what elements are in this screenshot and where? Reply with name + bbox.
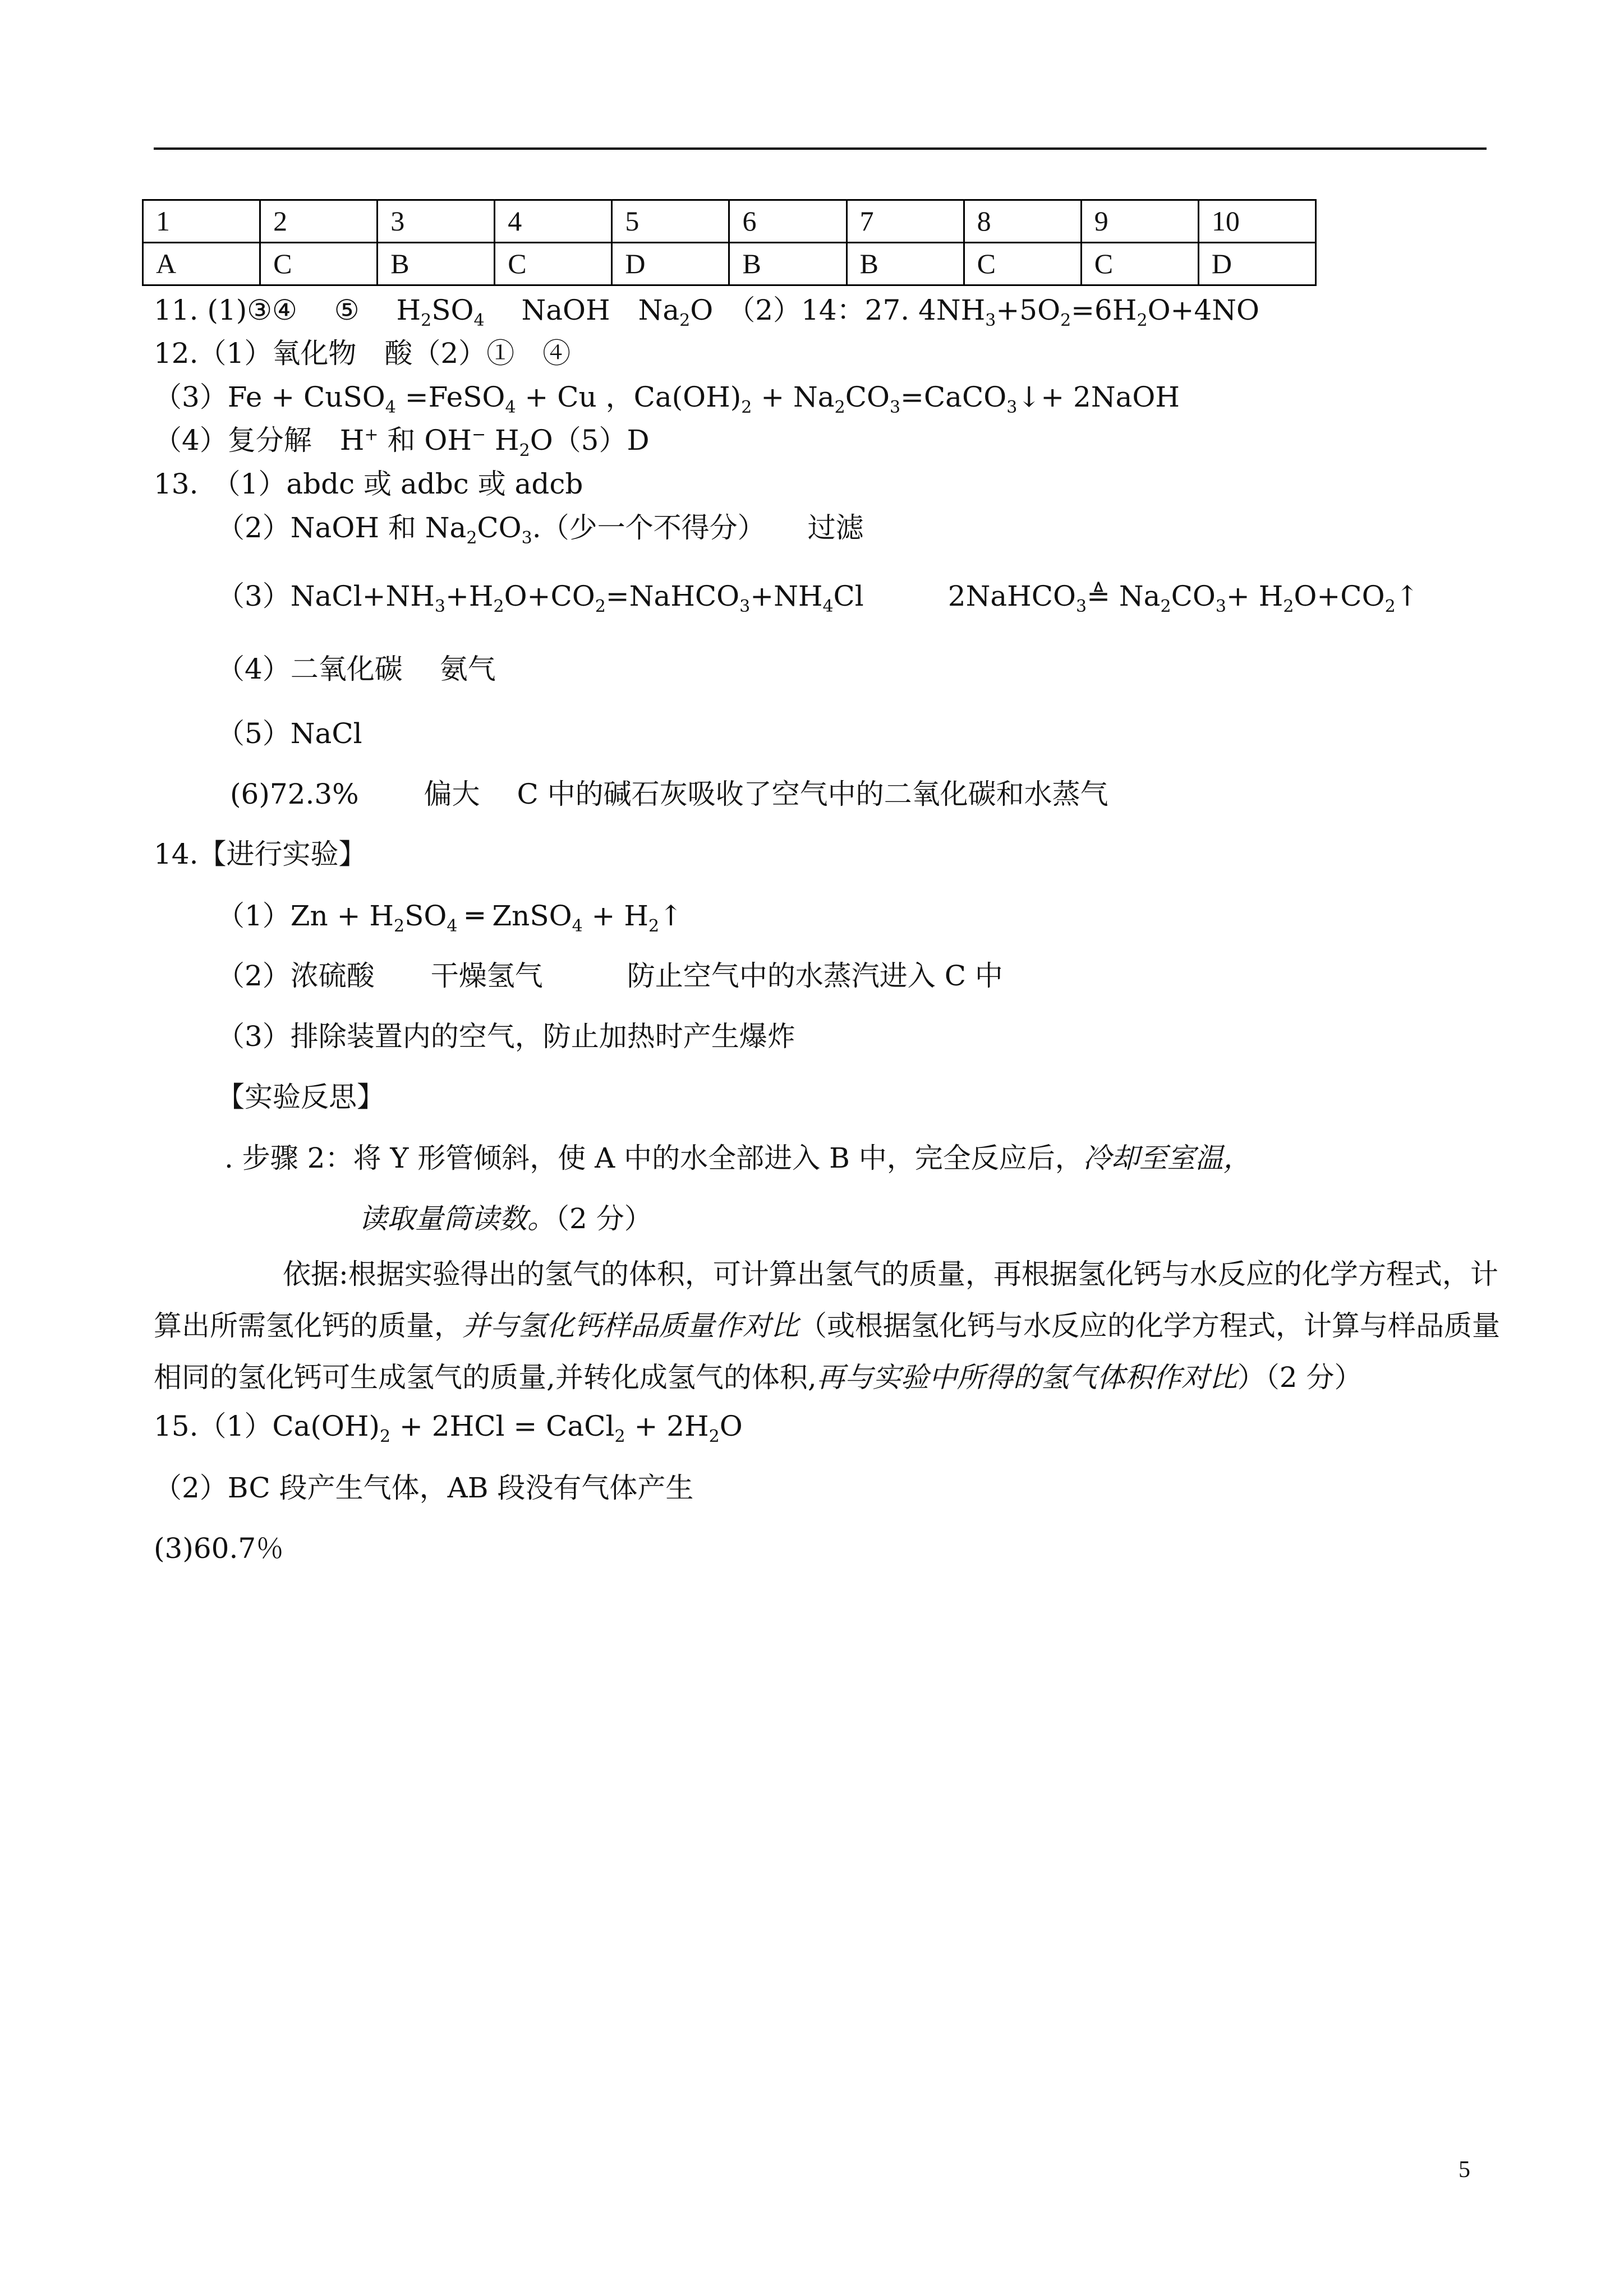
answer-15-line-1: $15.(1)Ca(OH)_2 + 2HCl$ = CaCl$_2$ + $2H_2O$: [154, 1410, 743, 1446]
table-cell: 6: [729, 200, 846, 243]
answer-14-read: 读取量筒读数。（2 分）: [359, 1202, 652, 1235]
table-cell: D: [612, 243, 729, 285]
answer-13-line-3: $(3)NaCl+NH_3+H_2O+CO_2=NaHCO_3+NH_4Cl$ 2NaHCO$_3$≜ $Na_2CO_3+$ $H_2O+CO_2↑$: [217, 580, 1419, 616]
table-cell: B: [729, 243, 846, 285]
table-cell: 2: [260, 200, 378, 243]
table-cell: B: [846, 243, 964, 285]
answer-13-line-2: （2）NaOH 和 $Na_2CO_3$.（少一个不得分） 过滤: [217, 511, 864, 548]
answer-14-reflect: 【实验反思】: [217, 1081, 385, 1113]
table-cell: A: [143, 243, 260, 285]
answer-13-line-5: （5）NaCl: [217, 717, 362, 750]
answer-13-line-6: (6)72.3% 偏大 C 中的碱石灰吸收了空气中的二氧化碳和水蒸气: [230, 778, 1108, 810]
page-number: 5: [1459, 2157, 1470, 2183]
table-cell: C: [260, 243, 378, 285]
answer-11: 11. (1)③④ ⑤ $H_2SO_4$ NaOH $Na_2O$ （2）14：27. $4NH_3+5O_2=6H_2O+4NO$: [154, 294, 1260, 330]
answer-14-line-2: （2）浓硫酸 干燥氢气 防止空气中的水蒸汽进入 C 中: [217, 960, 1003, 992]
table-cell: B: [378, 243, 495, 285]
answer-13-line-1: 13. （1）abdc 或 adbc 或 adcb: [154, 468, 583, 500]
header-rule: [154, 147, 1487, 150]
table-cell: D: [1198, 243, 1315, 285]
answer-15-line-3: (3)60.7％: [154, 1532, 284, 1565]
answer-14-line-3: （3）排除装置内的空气，防止加热时产生爆炸: [217, 1020, 795, 1053]
table-cell: C: [964, 243, 1081, 285]
answer-14-step: . 步骤 2：将 Y 形管倾斜，使 A 中的水全部进入 B 中，完全反应后，冷却至室温，: [224, 1142, 1252, 1174]
table-row: [143, 200, 1316, 243]
answer-13-line-4: （4）二氧化碳 氨气: [217, 653, 496, 685]
answer-table: [142, 199, 1317, 286]
table-row: [143, 243, 1316, 285]
answer-12-line-1: 12.（1）氧化物 酸（2）① ④: [154, 337, 571, 370]
answer-14-basis: 依据:根据实验得出的氢气的体积，可计算出氢气的质量，再根据氢化钙与水反应的化学方程式，计算出所需氢化钙的质量，并与氢化钙样品质量作对比（或根据氢化钙与水反应的化学方程式，计算与样品质量相同的氢化钙可生成氢气的质量,并转化成氢气的体积,再与实验中所得的氢气体积作对比）（2 分）: [154, 1258, 1500, 1394]
table-cell: 7: [846, 200, 964, 243]
table-cell: 8: [964, 200, 1081, 243]
answer-14-line-1: $(1)Zn + H_2SO_4$ ═ ZnSO$_4$ + $H_2↑$: [217, 900, 683, 936]
table-cell: 4: [495, 200, 612, 243]
answer-12-line-2: （3）Fe + CuSO$_4$ =FeSO$_4$ + Cu ，$Ca(OH)_2$ + $Na_2CO_3=CaCO_3↓+$ 2NaOH: [154, 381, 1180, 417]
table-cell: 1: [143, 200, 260, 243]
table-cell: C: [495, 243, 612, 285]
answer-14-title: 14.【进行实验】: [154, 838, 367, 870]
table-cell: C: [1081, 243, 1198, 285]
answer-12-line-3: （4）复分解 H+ 和 OH− $H_2O(5)D$: [154, 424, 650, 460]
table-cell: 5: [612, 200, 729, 243]
answer-15-line-2: （2）BC 段产生气体，AB 段没有气体产生: [154, 1472, 694, 1504]
table-cell: 10: [1198, 200, 1315, 243]
table-cell: 3: [378, 200, 495, 243]
table-cell: 9: [1081, 200, 1198, 243]
